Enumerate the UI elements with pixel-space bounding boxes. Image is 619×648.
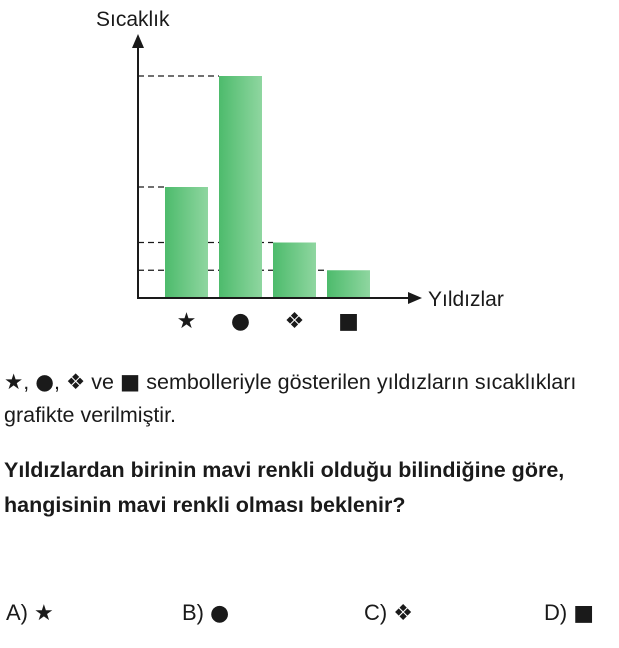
square-icon: ■ [119,370,141,395]
option-b[interactable] [182,600,229,626]
tick-label-star: ★ [176,309,197,334]
tick-label-square: ■ [338,309,359,334]
question-text: Yıldızlardan birinin mavi renkli olduğu bilindiğine göre, hangisinin mavi renkli olması beklenir? [4,458,565,517]
option-d-label: D) [544,600,568,625]
answer-options [0,600,619,640]
description-conjunction: ve [91,370,114,394]
y-axis-arrow [132,34,144,48]
bar-diamond-cross [273,243,316,299]
option-a-label: A) [6,600,28,625]
category-tick-labels [177,309,359,334]
description-paragraph: ★, ●, ❖ ve ■ sembolleriyle gösterilen yıldızların sıcaklıkları grafikte verilmiştir. [4,370,577,427]
x-axis-label: Yıldızlar [428,288,504,311]
option-c-label: C) [364,600,388,625]
bars [165,76,370,298]
diamond-cross-icon: ❖ [393,600,413,626]
description-text: sembolleriyle gösterilen yıldızların sıcaklıkları grafikte verilmiştir. [4,370,577,427]
option-b-label: B) [182,600,204,625]
star-icon: ★ [34,600,54,626]
x-axis-arrow [408,292,422,304]
circle-icon: ● [210,600,230,626]
tick-label-diamond-cross: ❖ [284,309,305,334]
circle-icon: ● [35,370,54,395]
star-icon: ★ [4,370,24,395]
option-d[interactable] [544,600,594,626]
tick-label-circle: ● [230,309,251,334]
option-c[interactable] [364,600,413,626]
square-icon: ■ [573,600,595,626]
bar-star [165,187,208,298]
option-a[interactable] [6,600,54,626]
y-axis-label: Sıcaklık [96,8,170,31]
bar-circle [219,76,262,298]
bar-square [327,270,370,298]
diamond-cross-icon: ❖ [65,370,86,395]
